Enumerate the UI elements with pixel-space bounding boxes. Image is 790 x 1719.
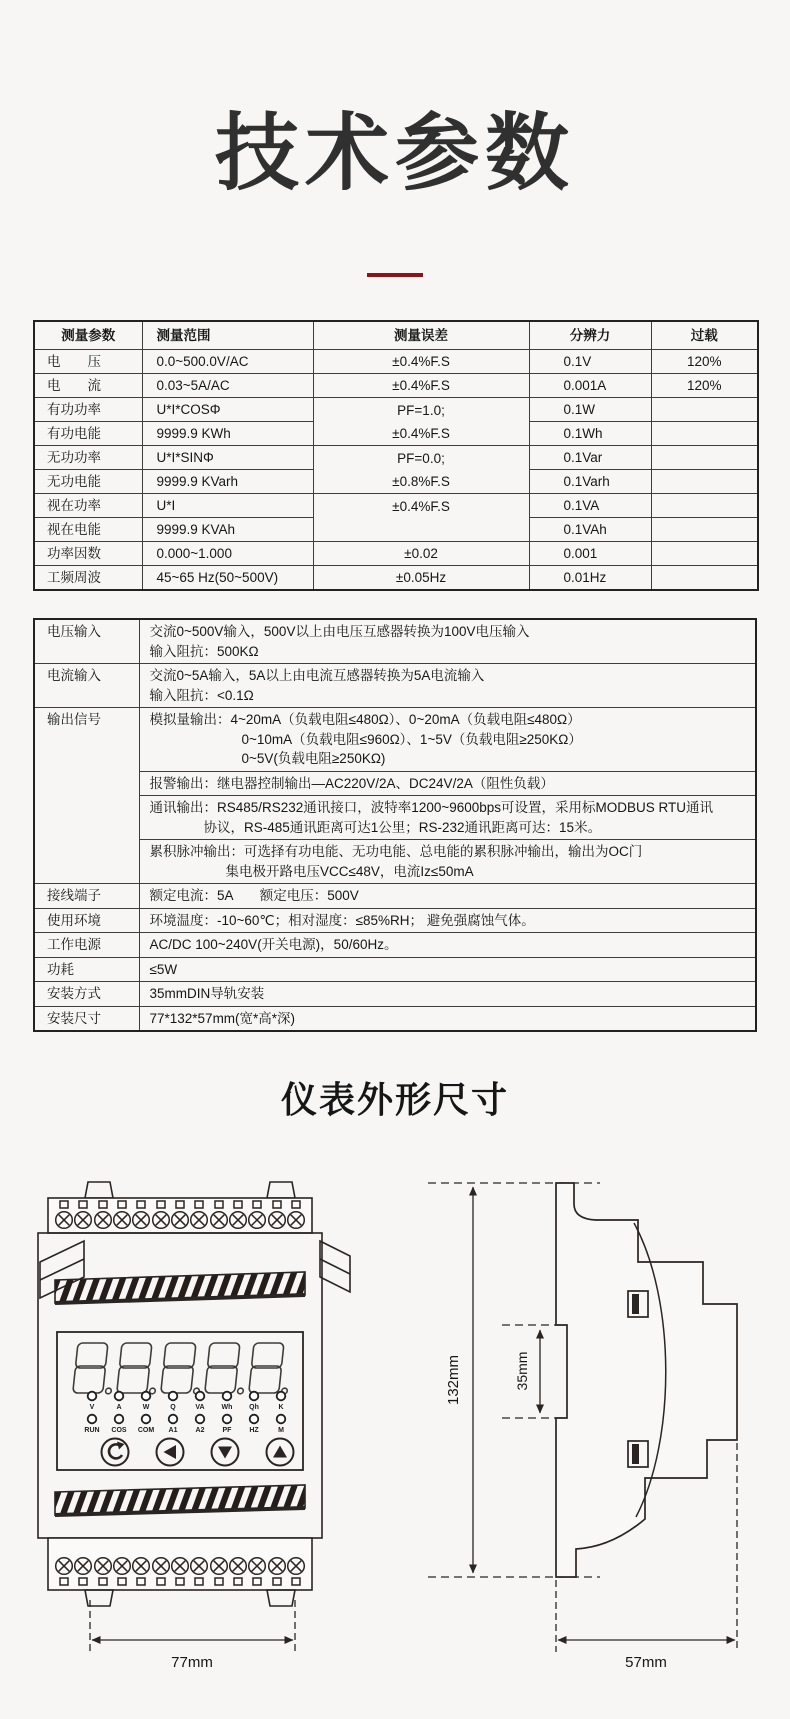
led-label: W: [142, 1404, 150, 1411]
cell-resolution: 0.1W: [529, 398, 651, 422]
spec-line: 额定电流：5A 额定电压：500V: [149, 888, 359, 903]
cell-overload: [651, 566, 758, 591]
cell-range: U*I*COSΦ: [142, 398, 313, 422]
spec-value-cell: [139, 1006, 756, 1031]
led-label: RUN: [84, 1427, 100, 1434]
cell-range: 9999.9 KWh: [142, 422, 313, 446]
error-line: [314, 518, 529, 541]
spec-line: ≤5W: [149, 961, 178, 977]
col-header-error: 测量误差: [313, 321, 529, 350]
side-profile-outline: [556, 1183, 737, 1577]
cell-overload: [651, 542, 758, 566]
spec-value-cell: [139, 840, 756, 884]
page-title: 技术参数: [214, 106, 575, 200]
cell-param: 电 压: [34, 350, 142, 374]
cell-error: ±0.4%F.S: [313, 350, 529, 374]
table-row: [34, 884, 756, 909]
spec-line: 模拟量输出：4~20mA（负载电阻≤480Ω）、0~20mA（负载电阻≤480Ω）: [149, 712, 581, 727]
mounting-ear: [85, 1590, 113, 1606]
col-header-range: 测量范围: [142, 321, 313, 350]
mounting-ear: [85, 1182, 113, 1198]
cell-overload: 120%: [651, 374, 758, 398]
cell-error: ±0.05Hz: [313, 566, 529, 591]
spec-value-cell: [139, 908, 756, 933]
cell-resolution: 0.1Var: [529, 446, 651, 470]
table-row: [34, 1006, 756, 1031]
cell-range: 0.03~5A/AC: [142, 374, 313, 398]
led-label: VA: [195, 1404, 205, 1411]
cell-resolution: 0.1VA: [529, 494, 651, 518]
led-label: A2: [195, 1427, 205, 1434]
spec-label-cell: 输出信号: [34, 708, 139, 884]
table-row: [34, 908, 756, 933]
cell-overload: [651, 422, 758, 446]
table-row: [34, 840, 756, 884]
table-row: [34, 664, 756, 708]
spec-line: 输入阻抗：500KΩ: [149, 643, 259, 659]
led-label: A1: [168, 1427, 178, 1434]
led-label: PF: [222, 1427, 232, 1434]
led-label: K: [278, 1404, 284, 1411]
led-row-1-labels: [90, 1404, 284, 1411]
cell-resolution: 0.1Wh: [529, 422, 651, 446]
accent-divider: [367, 273, 423, 277]
height-dimension-label: 132mm: [445, 1354, 462, 1406]
spec-line: 通讯输出：RS485/RS232通讯接口，波特率1200~9600bps可设置，采用标MODBUS RTU通讯: [149, 800, 714, 815]
cell-range: 0.000~1.000: [142, 542, 313, 566]
table-row: [34, 542, 758, 566]
table-row: [34, 957, 756, 982]
io-spec-table: [33, 618, 757, 1032]
table-row: [34, 796, 756, 840]
error-line: PF=1.0;: [397, 402, 445, 418]
cell-resolution: 0.001: [529, 542, 651, 566]
mounting-ear: [267, 1182, 295, 1198]
spec-line: 集电极开路电压VCC≤48V，电流Iz≤50mA: [225, 863, 474, 879]
cell-param: 有功电能: [34, 422, 142, 446]
spec-line: 35mmDIN导轨安装: [149, 986, 265, 1001]
cell-overload: [651, 446, 758, 470]
spec-value-cell: [139, 884, 756, 909]
cell-range: 45~65 Hz(50~500V): [142, 566, 313, 591]
cell-overload: 120%: [651, 350, 758, 374]
spec-line: 输入阻抗：<0.1Ω: [149, 687, 254, 703]
error-line: ±0.4%F.S: [392, 498, 450, 514]
spec-label-cell: 工作电源: [34, 933, 139, 958]
spec-line: 77*132*57mm(宽*高*深): [149, 1010, 296, 1026]
table-row: [34, 494, 758, 518]
cell-param: 视在功率: [34, 494, 142, 518]
spec-value-cell: [139, 957, 756, 982]
cell-param: 无功电能: [34, 470, 142, 494]
table-row: [34, 566, 758, 591]
cell-param: 有功功率: [34, 398, 142, 422]
spec-value-cell: [139, 933, 756, 958]
spec-label-cell: 接线端子: [34, 884, 139, 909]
spec-line: AC/DC 100~240V(开关电源)，50/60Hz。: [149, 937, 398, 952]
height-dimension: [445, 1187, 473, 1573]
table-row: [34, 350, 758, 374]
spec-line: 交流0~500V输入，500V以上由电压互感器转换为100V电压输入: [149, 624, 530, 639]
spec-value-cell: [139, 708, 756, 772]
spec-value-cell: [139, 796, 756, 840]
vent-grille-bottom: [55, 1485, 305, 1515]
cell-param: 工频周波: [34, 566, 142, 591]
dimension-diagram: [0, 1085, 790, 1719]
depth-dimension-label: 57mm: [625, 1654, 667, 1671]
spec-value-cell: [139, 771, 756, 796]
table-header-row: [34, 321, 758, 350]
led-label: V: [89, 1404, 95, 1411]
cell-range: U*I: [142, 494, 313, 518]
cell-error: ±0.4%F.S: [313, 374, 529, 398]
rail-dimension: [514, 1330, 540, 1413]
led-label: HZ: [249, 1427, 259, 1434]
led-row-2: [88, 1415, 286, 1424]
left-arrow-icon: [164, 1445, 177, 1459]
error-line: ±0.8%F.S: [392, 473, 450, 489]
led-label: COS: [111, 1427, 127, 1434]
table-row: [34, 933, 756, 958]
cell-error-merged: [313, 398, 529, 446]
enter-cycle-button: [102, 1439, 129, 1466]
spec-line: 0~10mA（负载电阻≤960Ω）、1~5V（负载电阻≥250KΩ）: [241, 731, 582, 747]
table-row: [34, 446, 758, 470]
down-button: [212, 1439, 239, 1466]
cell-param: 功率因数: [34, 542, 142, 566]
cell-range: 0.0~500.0V/AC: [142, 350, 313, 374]
led-label: M: [278, 1427, 284, 1434]
led-label: Qh: [249, 1404, 259, 1411]
cell-overload: [651, 398, 758, 422]
spec-line: 协议，RS-485通讯距离可达1公里；RS-232通讯距离可达：15米。: [203, 819, 602, 835]
table-row: [34, 374, 758, 398]
measurement-spec-table: [33, 320, 759, 591]
dimensions-section-title: 仪表外形尺寸: [280, 1079, 509, 1120]
spec-value-cell: [139, 982, 756, 1007]
cell-param: 电 流: [34, 374, 142, 398]
spec-label-cell: 安装尺寸: [34, 1006, 139, 1031]
cell-range: U*I*SINΦ: [142, 446, 313, 470]
cell-error: ±0.02: [313, 542, 529, 566]
led-label: Wh: [221, 1404, 233, 1411]
error-line: PF=0.0;: [397, 450, 445, 466]
spec-value-cell: [139, 619, 756, 664]
spec-line: 0~5V(负载电阻≥250KΩ): [241, 751, 386, 766]
led-row-2-labels: [84, 1427, 284, 1434]
width-dimension: [90, 1600, 295, 1671]
cell-range: 9999.9 KVAh: [142, 518, 313, 542]
rail-dimension-label: 35mm: [514, 1351, 530, 1391]
vent-grille-top: [55, 1272, 305, 1303]
din-rail-right: [320, 1241, 350, 1292]
spec-value-cell: [139, 664, 756, 708]
spec-label-cell: 使用环境: [34, 908, 139, 933]
col-header-param: 测量参数: [34, 321, 142, 350]
spec-line: 交流0~5A输入，5A以上由电流互感器转换为5A电流输入: [149, 668, 485, 683]
led-label: A: [116, 1404, 122, 1411]
cell-resolution: 0.1Varh: [529, 470, 651, 494]
left-button: [157, 1439, 184, 1466]
button-row: [102, 1439, 294, 1466]
spec-line: 报警输出：继电器控制输出—AC220V/2A、DC24V/2A（阻性负载）: [149, 775, 554, 791]
table-row: [34, 619, 756, 664]
cell-error-merged: [313, 494, 529, 542]
cell-param: 视在电能: [34, 518, 142, 542]
col-header-resolution: 分辨力: [529, 321, 651, 350]
cell-resolution: 0.1VAh: [529, 518, 651, 542]
spec-label-cell: 电压输入: [34, 619, 139, 664]
cell-resolution: 0.001A: [529, 374, 651, 398]
col-header-overload: 过载: [651, 321, 758, 350]
mounting-ear: [267, 1590, 295, 1606]
table-row: [34, 708, 756, 772]
led-label: Q: [170, 1404, 176, 1411]
cell-overload: [651, 494, 758, 518]
cell-overload: [651, 518, 758, 542]
cell-error-merged: [313, 446, 529, 494]
cell-resolution: 0.01Hz: [529, 566, 651, 591]
seven-segment-display: [73, 1343, 293, 1394]
cell-range: 9999.9 KVarh: [142, 470, 313, 494]
spec-line: 环境温度：-10~60℃；相对湿度：≤85%RH； 避免强腐蚀气体。: [149, 912, 535, 928]
spec-label-cell: 功耗: [34, 957, 139, 982]
front-view: [38, 1182, 350, 1671]
led-label: COM: [137, 1427, 155, 1434]
cell-resolution: 0.1V: [529, 350, 651, 374]
up-button: [267, 1439, 294, 1466]
error-line: ±0.4%F.S: [392, 425, 450, 441]
up-arrow-icon: [273, 1446, 287, 1458]
spec-label-cell: 电流输入: [34, 664, 139, 708]
table-row: [34, 398, 758, 422]
width-dimension-label: 77mm: [171, 1654, 213, 1671]
spec-label-cell: 安装方式: [34, 982, 139, 1007]
spec-line: 累积脉冲输出：可选择有功电能、无功电能、总电能的累积脉冲输出，输出为OC门: [149, 844, 643, 859]
table-row: [34, 771, 756, 796]
down-arrow-icon: [218, 1447, 232, 1459]
cell-param: 无功功率: [34, 446, 142, 470]
table-row: [34, 982, 756, 1007]
cell-overload: [651, 470, 758, 494]
side-view: [428, 1183, 737, 1671]
